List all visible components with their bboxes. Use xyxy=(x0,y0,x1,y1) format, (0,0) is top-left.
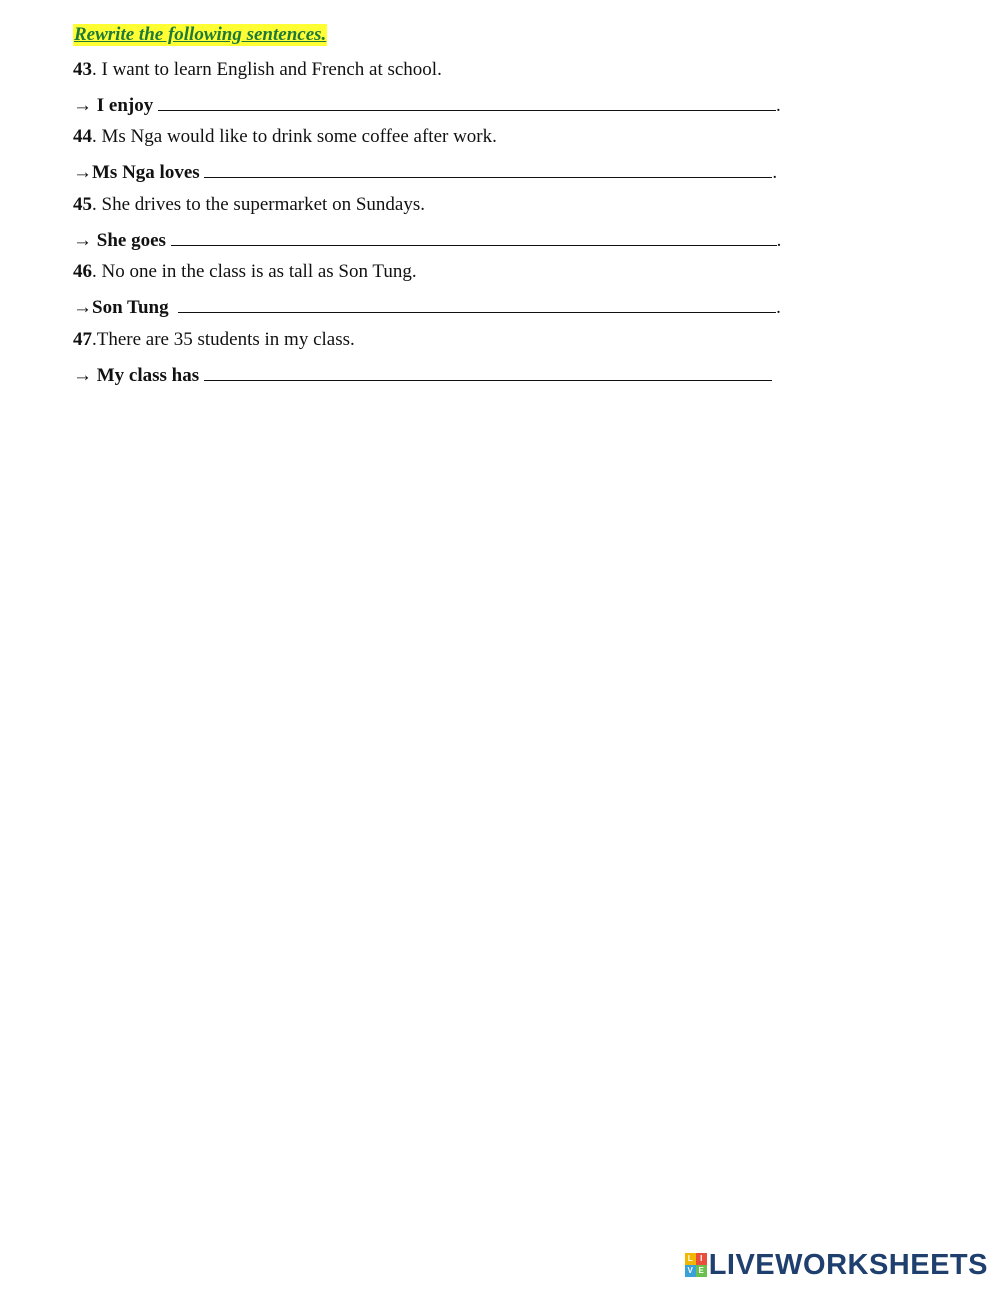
logo-letter: L xyxy=(685,1253,696,1265)
logo-letter: V xyxy=(685,1265,696,1277)
question-number: 43 xyxy=(73,59,92,80)
question-number: 46 xyxy=(73,261,92,282)
answer-prefix: → I enjoy xyxy=(73,95,154,116)
answer-end: . xyxy=(772,162,778,183)
logo-letter: E xyxy=(696,1265,707,1277)
question-number: 45 xyxy=(73,194,92,215)
question-sentence: . No one in the class is as tall as Son Tung. xyxy=(92,261,417,282)
answer-prefix: → She goes xyxy=(73,230,166,251)
question-sentence: . Ms Nga would like to drink some coffee after work. xyxy=(92,126,497,147)
answer-blank-43[interactable] xyxy=(158,93,776,111)
question-sentence: . I want to learn English and French at school. xyxy=(92,59,442,80)
answer-43 xyxy=(73,93,781,117)
answer-end: . xyxy=(776,297,781,318)
answer-blank-45[interactable] xyxy=(171,228,777,246)
question-sentence: . She drives to the supermarket on Sundays. xyxy=(92,194,425,215)
answer-prefix: →Ms Nga loves xyxy=(73,162,200,183)
answer-blank-47[interactable] xyxy=(204,363,772,381)
question-number: 44 xyxy=(73,126,92,147)
answer-end: . xyxy=(776,230,782,251)
answer-46 xyxy=(73,295,781,319)
answer-prefix: → My class has xyxy=(73,365,200,386)
answer-end: . xyxy=(775,95,781,116)
question-47 xyxy=(73,329,355,351)
answer-44 xyxy=(73,160,777,184)
answer-blank-44[interactable] xyxy=(204,160,772,178)
liveworksheets-wordmark: LIVEWORKSHEETS xyxy=(708,1249,988,1281)
question-sentence: .There are 35 students in my class. xyxy=(92,329,355,350)
logo-letter: I xyxy=(696,1253,707,1265)
question-43 xyxy=(73,59,442,81)
liveworksheets-logo xyxy=(685,1250,988,1280)
instruction-heading: Rewrite the following sentences. xyxy=(74,24,327,45)
answer-45 xyxy=(73,228,781,252)
question-45 xyxy=(73,194,425,216)
answer-blank-46[interactable] xyxy=(178,295,776,313)
question-44 xyxy=(73,126,497,148)
answer-prefix: →Son Tung xyxy=(73,297,169,318)
question-46 xyxy=(73,261,417,283)
question-number: 47 xyxy=(73,329,92,350)
answer-47 xyxy=(73,363,772,387)
liveworksheets-logo-icon xyxy=(685,1253,707,1277)
